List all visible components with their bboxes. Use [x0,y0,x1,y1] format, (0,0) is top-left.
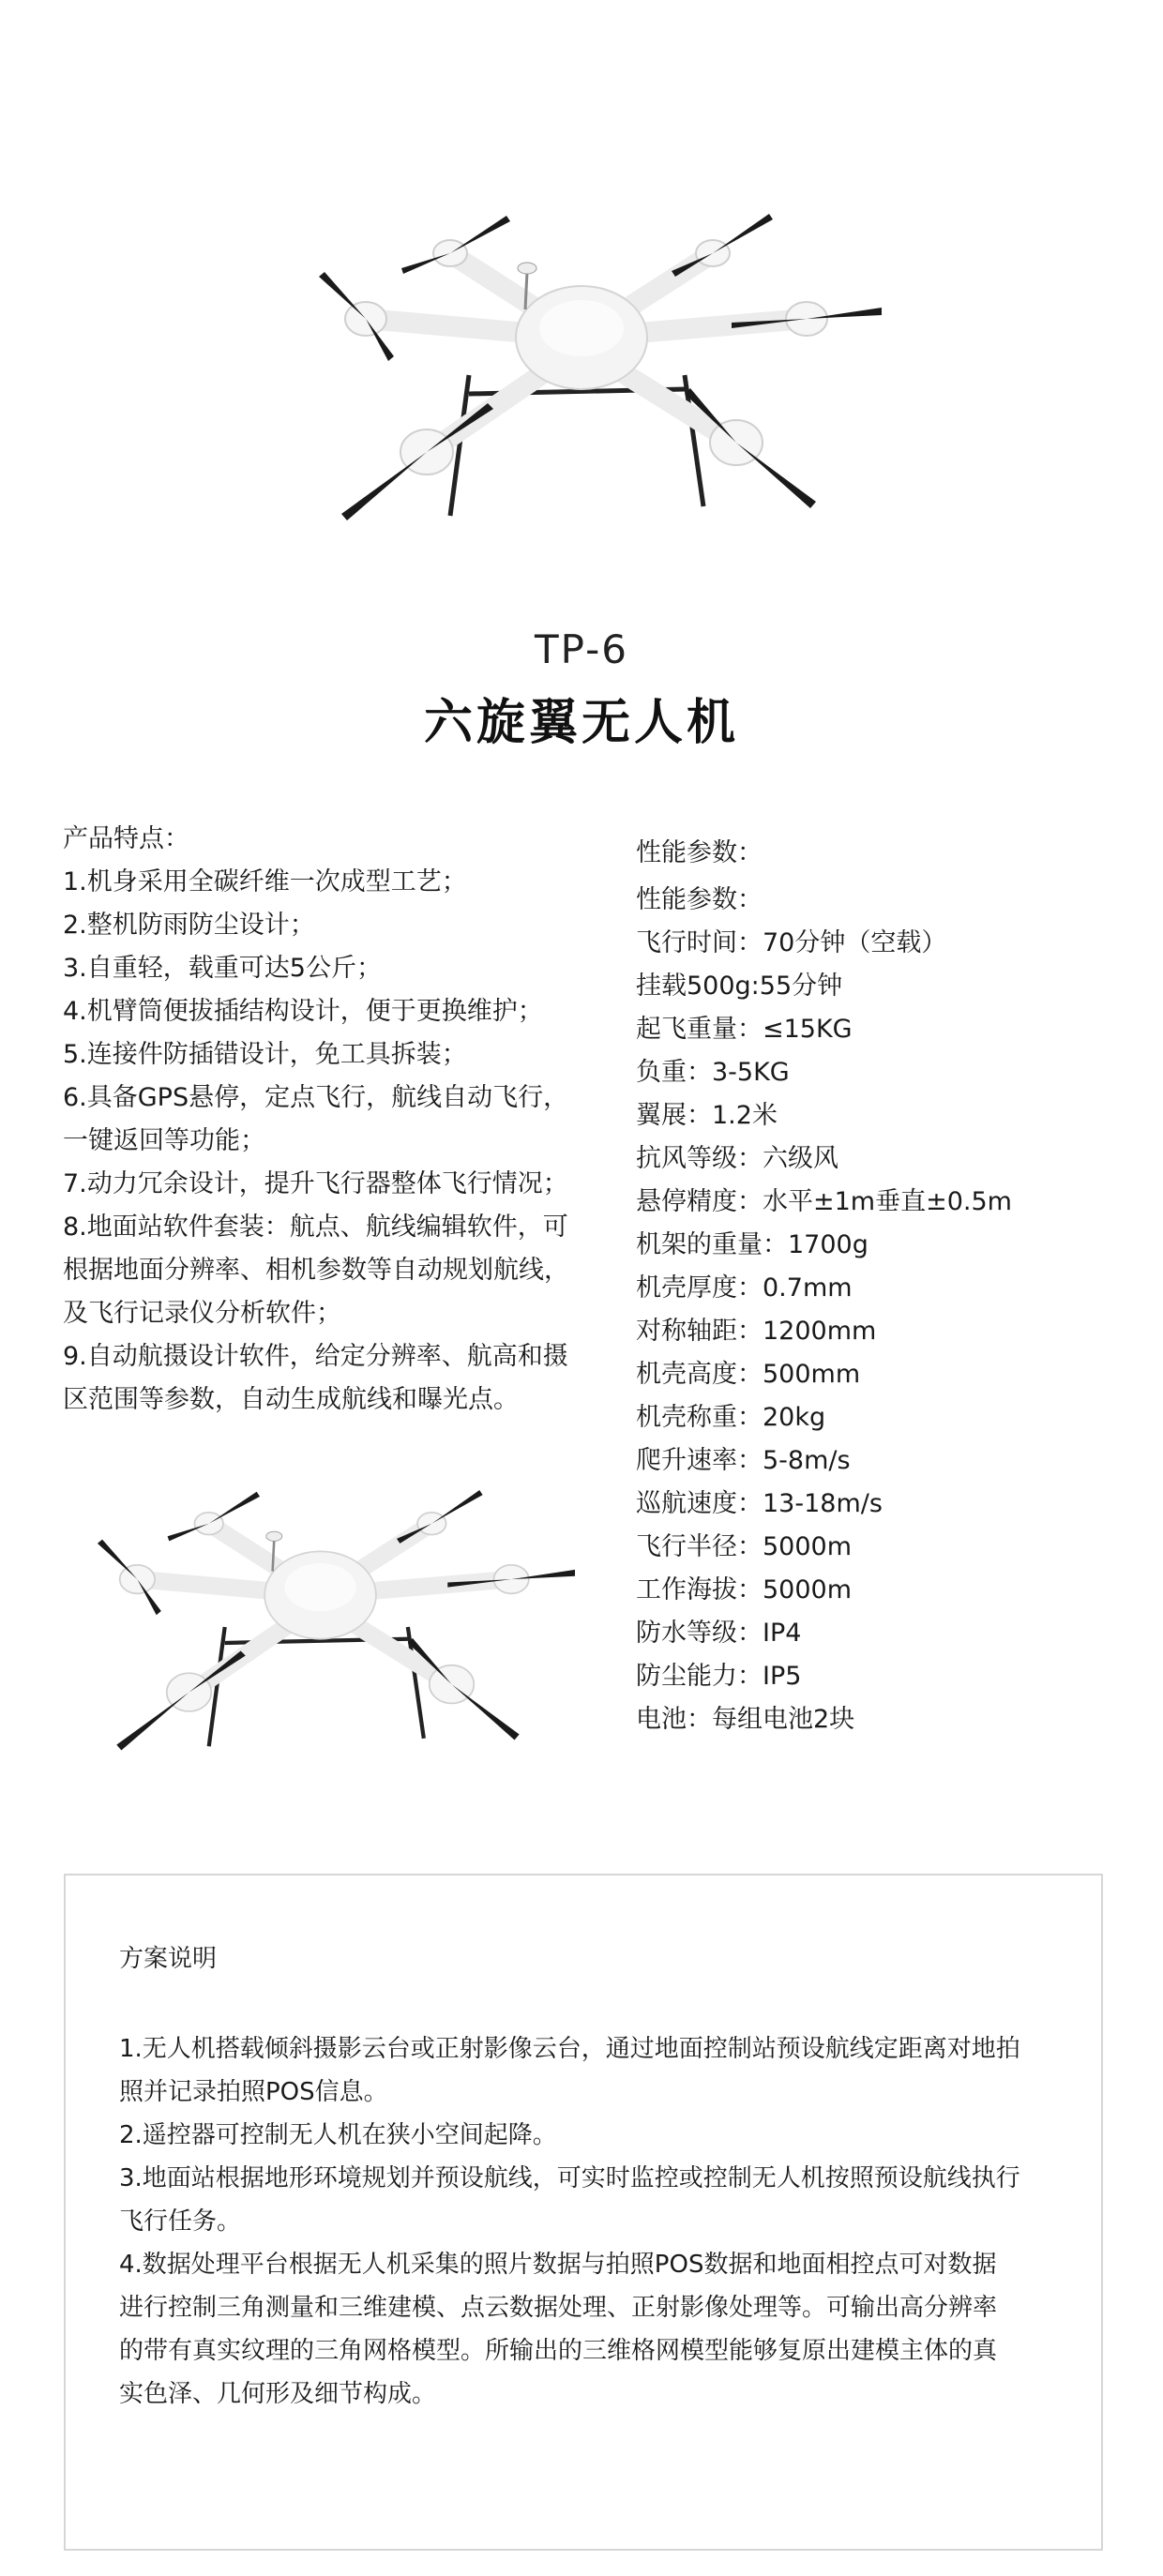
feature-line: 一键返回等功能； [63,1126,265,1155]
spec-line: 飞行时间：70分钟（空载） [636,928,947,957]
plan-title: 方案说明 [119,1945,218,1973]
spec-line: 机壳厚度：0.7mm [636,1273,853,1303]
feature-line: 5.连接件防插错设计，免工具拆装； [63,1040,467,1069]
spec-line: 负重：3-5KG [636,1058,790,1087]
feature-line: 根据地面分辨率、相机参数等自动规划航线， [63,1256,569,1285]
spec-line: 机架的重量：1700g [636,1230,868,1259]
plan-line: 2.遥控器可控制无人机在狭小空间起降。 [119,2121,557,2149]
spec-line: 防水等级：IP4 [636,1619,802,1648]
specs-subheading: 性能参数： [636,885,763,914]
plan-line: 进行控制三角测量和三维建模、点云数据处理、正射影像处理等。可输出高分辨率 [119,2294,998,2322]
spec-line: 翼展：1.2米 [636,1101,778,1130]
feature-line: 9.自动航摄设计软件，给定分辨率、航高和摄 [63,1342,568,1371]
feature-line: 2.整机防雨防尘设计； [63,911,315,940]
spec-line: 巡航速度：13-18m/s [636,1489,883,1518]
specs-heading: 性能参数： [636,838,763,867]
feature-line: 区范围等参数，自动生成航线和曝光点。 [63,1385,519,1414]
spec-line: 爬升速率：5-8m/s [636,1446,851,1475]
features-heading: 产品特点： [63,824,189,853]
plan-line: 4.数据处理平台根据无人机采集的照片数据与拍照POS数据和地面相控点可对数据 [119,2251,997,2279]
feature-line: 7.动力冗余设计，提升飞行器整体飞行情况； [63,1169,568,1198]
feature-line: 3.自重轻，载重可达5公斤； [63,954,382,983]
feature-line: 6.具备GPS悬停，定点飞行，航线自动飞行， [63,1083,569,1112]
spec-line: 挂载500g:55分钟 [636,972,843,1001]
hexacopter-drone-image [281,188,900,563]
plan-line: 照并记录拍照POS信息。 [119,2078,388,2106]
product-features [63,818,607,1422]
spec-line: 抗风等级：六级风 [636,1144,838,1173]
plan-line: 1.无人机搭载倾斜摄影云台或正射影像云台，通过地面控制站预设航线定距离对地拍 [119,2035,1020,2063]
plan-line: 3.地面站根据地形环境规划并预设航线，可实时监控或控制无人机按照预设航线执行 [119,2164,1020,2192]
product-title: 六旋翼无人机 [423,695,739,751]
plan-line: 实色泽、几何形及细节构成。 [119,2380,437,2408]
spec-line: 防尘能力：IP5 [636,1662,802,1691]
plan-line: 飞行任务。 [119,2207,242,2236]
feature-line: 4.机臂筒便拔插结构设计，便于更换维护； [63,997,543,1026]
product-model-code: TP-6 [535,626,628,672]
feature-line: 及飞行记录仪分析软件； [63,1299,341,1328]
spec-line: 飞行半径：5000m [636,1532,853,1561]
feature-line: 8.地面站软件套装：航点、航线编辑软件，可 [63,1213,568,1242]
performance-specs [636,832,1124,1741]
spec-line: 机壳高度：500mm [636,1360,861,1389]
solution-description-box [64,1874,1103,2551]
feature-line: 1.机身采用全碳纤维一次成型工艺； [63,867,467,896]
spec-line: 悬停精度：水平±1m垂直±0.5m [636,1187,1012,1216]
plan-line: 的带有真实纹理的三角网格模型。所输出的三维格网模型能够复原出建模主体的真 [119,2337,998,2365]
spec-line: 机壳称重：20kg [636,1403,826,1432]
spec-line: 对称轴距：1200mm [636,1317,877,1346]
hexacopter-drone-image-small [66,1468,591,1786]
spec-line: 电池：每组电池2块 [636,1705,855,1734]
spec-line: 起飞重量：≤15KG [636,1015,853,1044]
plan-body [119,2027,1057,2416]
spec-line: 工作海拔：5000m [636,1575,853,1604]
